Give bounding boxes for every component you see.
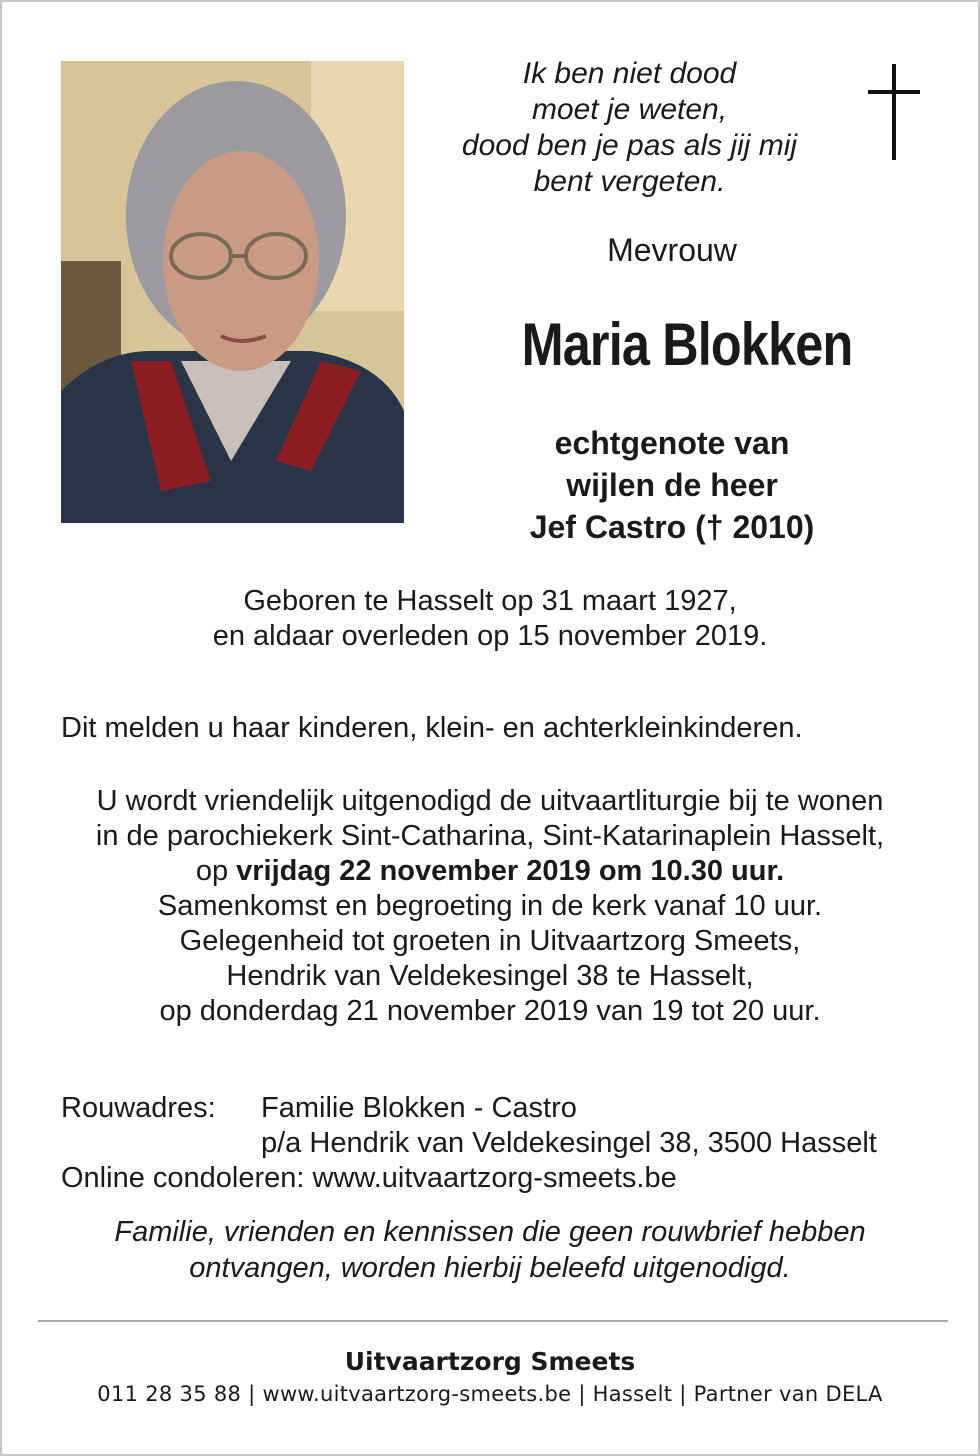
spouse-block [472, 422, 872, 548]
funeral-home-name: Uitvaartzorg Smeets [344, 1347, 636, 1376]
poem-line: moet je weten, [531, 93, 728, 126]
cross-icon [864, 64, 924, 164]
death-line: en aldaar overleden op 15 november 2019. [212, 620, 768, 652]
address-line-1 [61, 1091, 577, 1126]
spouse-line: wijlen de heer [566, 467, 778, 503]
poem-line: dood ben je pas als jij mij [461, 129, 798, 162]
closing-line: ontvangen, worden hierbij beleefd uitgenodigd. [189, 1252, 791, 1284]
service-line: Hendrik van Veldekesingel 38 te Hasselt, [226, 960, 754, 992]
poem-line: Ik ben niet dood [522, 57, 737, 90]
poem-line: bent vergeten. [533, 165, 726, 198]
service-line: in de parochiekerk Sint-Catharina, Sint-Katarinaplein Hasselt, [95, 820, 885, 852]
closing-note [42, 1214, 938, 1286]
online-condolence: Online condoleren: www.uitvaartzorg-smeets.be [61, 1162, 677, 1194]
service-line: U wordt vriendelijk uitgenodigd de uitvaartliturgie bij te wonen [96, 785, 884, 817]
address-family: Familie Blokken - Castro [261, 1092, 577, 1124]
divider [38, 1320, 948, 1322]
service-date: vrijdag 22 november 2019 om 10.30 uur. [236, 855, 785, 887]
salutation: Mevrouw [607, 232, 737, 268]
birth-line: Geboren te Hasselt op 31 maart 1927, [243, 585, 737, 617]
portrait-photo [61, 61, 404, 523]
funeral-home-contact: 011 28 35 88 | www.uitvaartzorg-smeets.be | Hasselt | Partner van DELA [97, 1382, 883, 1406]
service-line: Gelegenheid tot groeten in Uitvaartzorg Smeets, [179, 925, 801, 957]
closing-line: Familie, vrienden en kennissen die geen rouwbrief hebben [114, 1216, 866, 1248]
spouse-line: echtgenote van [554, 425, 790, 461]
service-details [42, 784, 938, 1029]
service-line: op donderdag 21 november 2019 van 19 tot 20 uur. [159, 995, 821, 1027]
deceased-name: Maria Blokken [521, 311, 853, 378]
birth-death-info [102, 584, 878, 654]
address-line-2: p/a Hendrik van Veldekesingel 38, 3500 Hasselt [261, 1127, 877, 1159]
announcement: Dit melden u haar kinderen, klein- en achterkleinkinderen. [61, 712, 803, 744]
address-label: Rouwadres: [61, 1092, 216, 1124]
service-date-prefix: op [195, 855, 237, 887]
service-date-line [42, 854, 938, 889]
poem [442, 56, 817, 200]
spouse-line: Jef Castro († 2010) [529, 509, 815, 545]
service-line: Samenkomst en begroeting in de kerk vanaf 10 uur. [157, 890, 823, 922]
